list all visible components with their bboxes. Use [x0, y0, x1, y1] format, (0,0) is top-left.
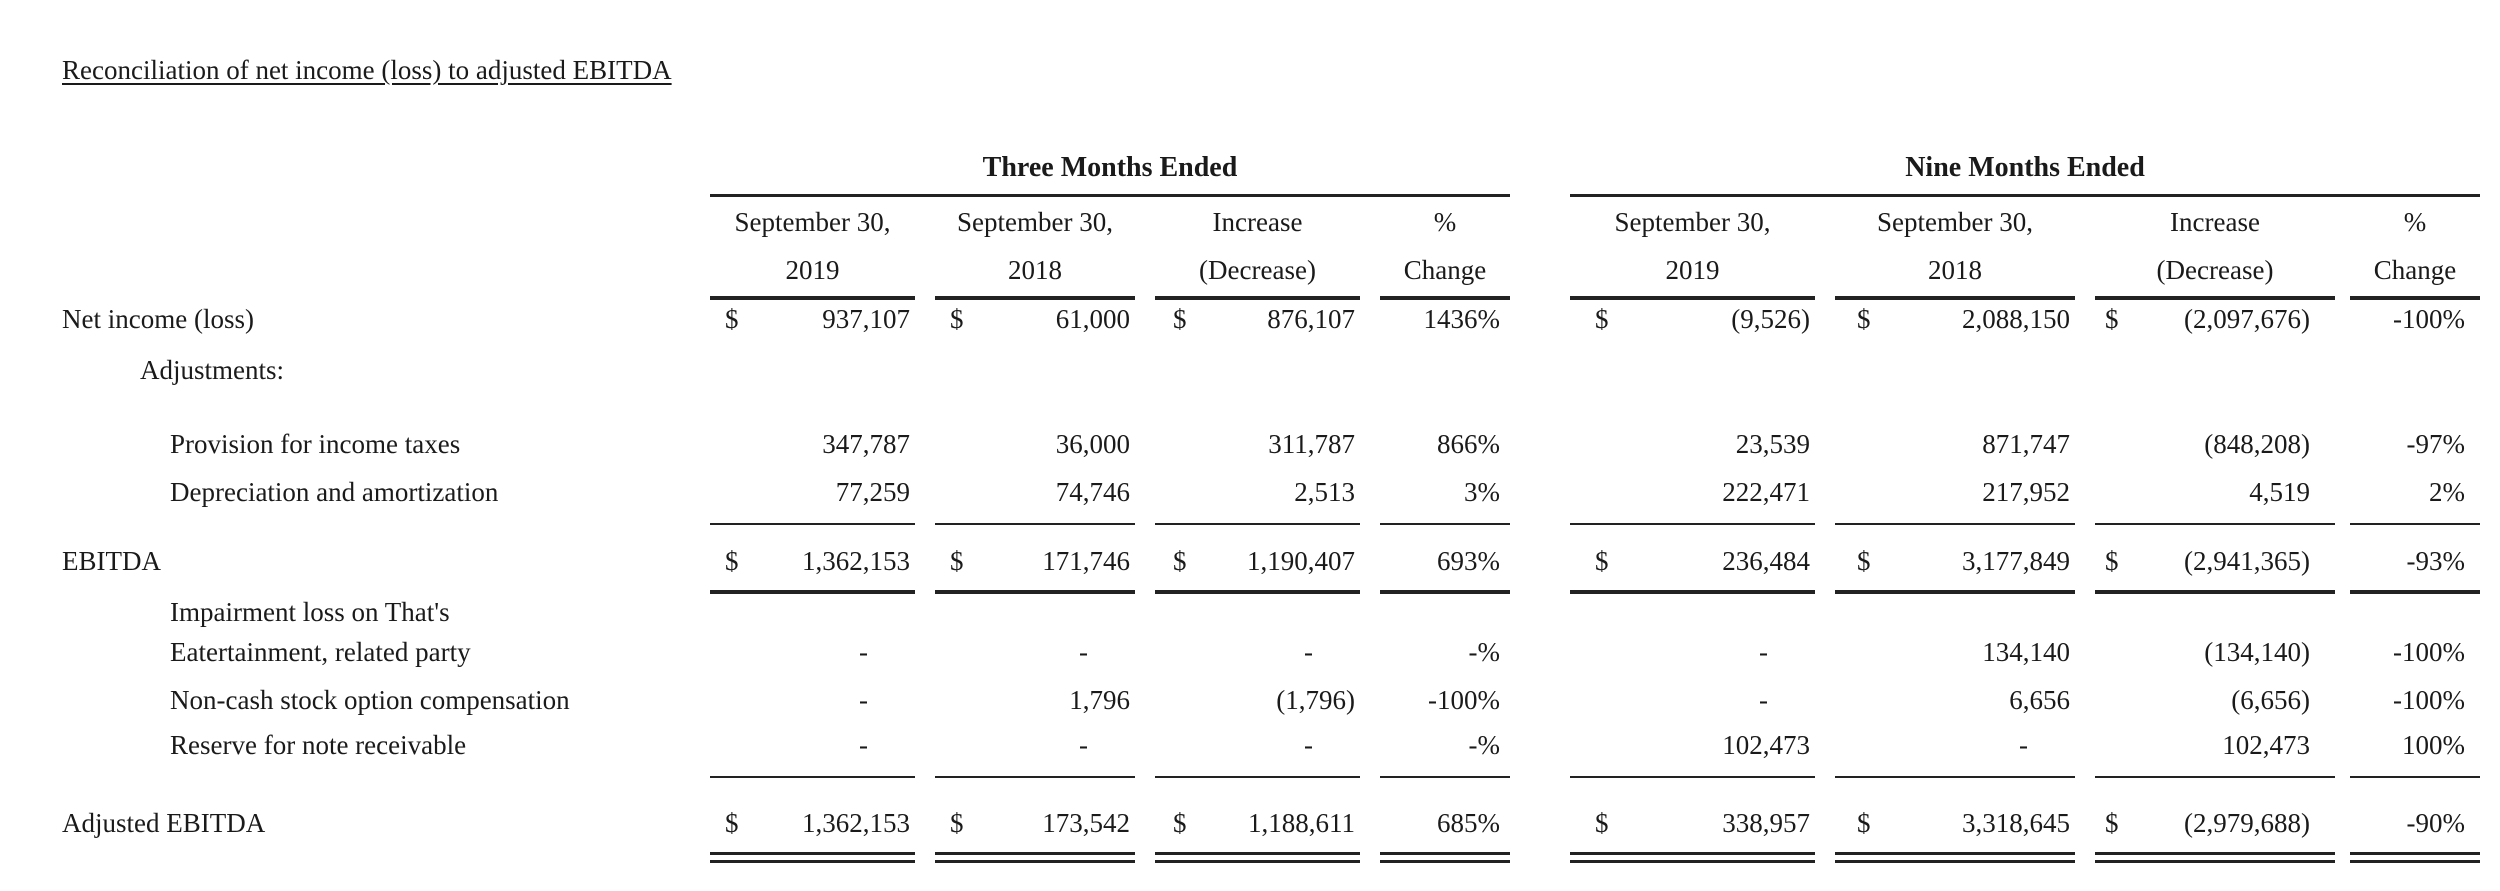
table-cell: - [1304, 730, 1313, 760]
row-label: Adjusted EBITDA [62, 808, 266, 838]
row-label: Depreciation and amortization [170, 477, 499, 507]
table-cell: - [859, 685, 868, 715]
table-cell: 685% [1437, 808, 1500, 838]
subtotal-rule [2350, 776, 2480, 778]
table-cell: 2,513 [1294, 477, 1355, 507]
subtotal-rule [935, 776, 1135, 778]
currency-symbol: $ [1857, 304, 1871, 334]
row-label: Provision for income taxes [170, 429, 461, 459]
total-rule [2095, 590, 2335, 594]
currency-symbol: $ [725, 808, 739, 838]
table-cell: -97% [2406, 429, 2465, 459]
table-cell: 2% [2429, 477, 2465, 507]
page-title: Reconciliation of net income (loss) to adjusted EBITDA [62, 55, 672, 85]
table-cell: 6,656 [2009, 685, 2070, 715]
table-cell: 4,519 [2249, 477, 2310, 507]
row-label: Impairment loss on That's [170, 597, 450, 627]
table-cell: -93% [2406, 546, 2465, 576]
table-cell: - [1304, 637, 1313, 667]
table-cell: 3% [1464, 477, 1500, 507]
subtotal-rule [935, 523, 1135, 525]
table-cell: - [1079, 637, 1088, 667]
table-cell: - [1759, 685, 1768, 715]
currency-symbol: $ [1857, 546, 1871, 576]
col-header-3m-pct: % Change [1380, 198, 1510, 300]
subtotal-rule [1155, 523, 1360, 525]
double-total-rule [710, 852, 915, 863]
total-rule [1155, 590, 1360, 594]
table-cell: -% [1468, 730, 1500, 760]
subtotal-rule [710, 523, 915, 525]
table-cell: 173,542 [1042, 808, 1130, 838]
currency-symbol: $ [950, 546, 964, 576]
subtotal-rule [1570, 776, 1815, 778]
subtotal-rule [1570, 523, 1815, 525]
currency-symbol: $ [1173, 304, 1187, 334]
table-cell: (9,526) [1731, 304, 1810, 334]
total-rule [1570, 590, 1815, 594]
double-total-rule [935, 852, 1135, 863]
currency-symbol: $ [2105, 546, 2119, 576]
table-cell: 1,362,153 [802, 546, 910, 576]
row-label: Adjustments: [140, 355, 285, 385]
table-cell: 3,318,645 [1962, 808, 2070, 838]
table-cell: 311,787 [1268, 429, 1355, 459]
table-cell: 134,140 [1982, 637, 2070, 667]
currency-symbol: $ [725, 304, 739, 334]
table-cell: 102,473 [2222, 730, 2310, 760]
double-total-rule [1380, 852, 1510, 863]
table-cell: 876,107 [1267, 304, 1355, 334]
table-cell: 102,473 [1722, 730, 1810, 760]
row-label: Eatertainment, related party [170, 637, 471, 667]
table-cell: 171,746 [1042, 546, 1130, 576]
subtotal-rule [2350, 523, 2480, 525]
table-cell: 3,177,849 [1962, 546, 2070, 576]
col-header-9m-pct: % Change [2350, 198, 2480, 300]
subtotal-rule [1155, 776, 1360, 778]
table-cell: 866% [1437, 429, 1500, 459]
table-cell: 1,188,611 [1248, 808, 1355, 838]
currency-symbol: $ [1173, 808, 1187, 838]
table-cell: (2,979,688) [2184, 808, 2310, 838]
table-cell: - [2019, 730, 2028, 760]
currency-symbol: $ [950, 304, 964, 334]
table-cell: (2,941,365) [2184, 546, 2310, 576]
currency-symbol: $ [2105, 808, 2119, 838]
table-cell: 217,952 [1982, 477, 2070, 507]
table-cell: 1,362,153 [802, 808, 910, 838]
table-cell: 693% [1437, 546, 1500, 576]
col-header-9m-2018: September 30, 2018 [1835, 198, 2075, 300]
currency-symbol: $ [1173, 546, 1187, 576]
table-cell: 871,747 [1982, 429, 2070, 459]
double-total-rule [2350, 852, 2480, 863]
table-cell: 937,107 [822, 304, 910, 334]
table-cell: - [1079, 730, 1088, 760]
currency-symbol: $ [950, 808, 964, 838]
currency-symbol: $ [2105, 304, 2119, 334]
col-header-9m-change: Increase (Decrease) [2095, 198, 2335, 300]
table-cell: 61,000 [1055, 304, 1130, 334]
table-cell: -% [1468, 637, 1500, 667]
table-cell: 338,957 [1722, 808, 1810, 838]
col-header-9m-2019: September 30, 2019 [1570, 198, 1815, 300]
table-cell: (134,140) [2204, 637, 2310, 667]
subtotal-rule [2095, 776, 2335, 778]
total-rule [1835, 590, 2075, 594]
double-total-rule [1835, 852, 2075, 863]
row-label: EBITDA [62, 546, 161, 576]
table-cell: -100% [2393, 304, 2465, 334]
table-cell: (2,097,676) [2184, 304, 2310, 334]
table-cell: (1,796) [1276, 685, 1355, 715]
total-rule [935, 590, 1135, 594]
subtotal-rule [2095, 523, 2335, 525]
table-cell: (848,208) [2204, 429, 2310, 459]
double-total-rule [1570, 852, 1815, 863]
table-cell: 222,471 [1722, 477, 1810, 507]
table-cell: 74,746 [1055, 477, 1130, 507]
subtotal-rule [1380, 776, 1510, 778]
subtotal-rule [710, 776, 915, 778]
table-cell: 77,259 [835, 477, 910, 507]
table-cell: - [859, 730, 868, 760]
total-rule [710, 590, 915, 594]
table-cell: 1,190,407 [1247, 546, 1355, 576]
table-cell: -90% [2406, 808, 2465, 838]
double-total-rule [1155, 852, 1360, 863]
row-label: Reserve for note receivable [170, 730, 467, 760]
table-cell: - [1759, 637, 1768, 667]
table-cell: 236,484 [1722, 546, 1810, 576]
currency-symbol: $ [1857, 808, 1871, 838]
table-cell: (6,656) [2231, 685, 2310, 715]
table-cell: 347,787 [822, 429, 910, 459]
table-cell: -100% [2393, 685, 2465, 715]
col-header-3m-2018: September 30, 2018 [935, 198, 1135, 300]
total-rule [2350, 590, 2480, 594]
group-header-nine-months: Nine Months Ended [1570, 150, 2480, 197]
table-cell: -100% [2393, 637, 2465, 667]
currency-symbol: $ [1595, 808, 1609, 838]
group-header-three-months: Three Months Ended [710, 150, 1510, 197]
table-cell: 23,539 [1735, 429, 1810, 459]
subtotal-rule [1380, 523, 1510, 525]
table-cell: -100% [1428, 685, 1500, 715]
table-cell: 1436% [1423, 304, 1500, 334]
subtotal-rule [1835, 776, 2075, 778]
table-cell: 2,088,150 [1962, 304, 2070, 334]
total-rule [1380, 590, 1510, 594]
table-cell: - [859, 637, 868, 667]
table-cell: 36,000 [1055, 429, 1130, 459]
col-header-3m-change: Increase (Decrease) [1155, 198, 1360, 300]
currency-symbol: $ [1595, 546, 1609, 576]
table-cell: 100% [2402, 730, 2465, 760]
currency-symbol: $ [1595, 304, 1609, 334]
col-header-3m-2019: September 30, 2019 [710, 198, 915, 300]
double-total-rule [2095, 852, 2335, 863]
row-label: Net income (loss) [62, 304, 254, 334]
row-label: Non-cash stock option compensation [170, 685, 570, 715]
table-cell: 1,796 [1069, 685, 1130, 715]
currency-symbol: $ [725, 546, 739, 576]
subtotal-rule [1835, 523, 2075, 525]
